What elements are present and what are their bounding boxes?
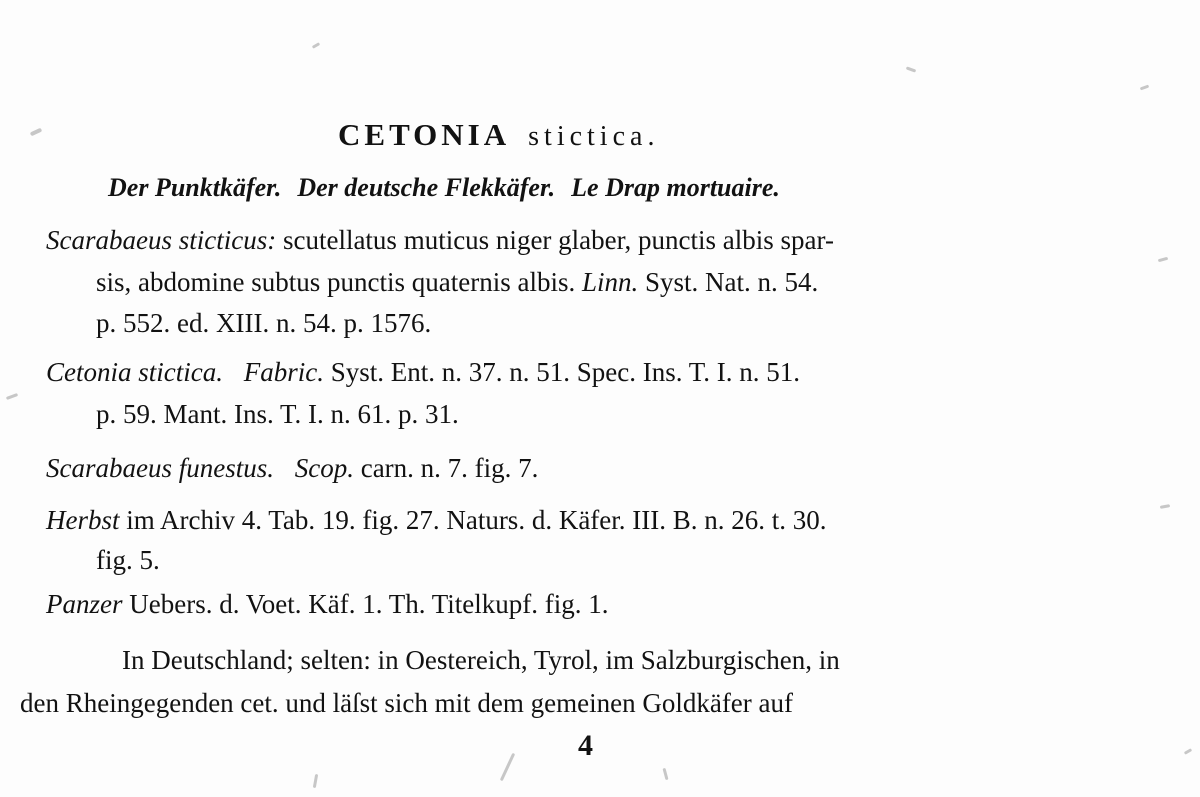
paper-speck — [1140, 85, 1149, 91]
page-number: 4 — [578, 729, 593, 762]
synonym-text: sis, abdomine subtus punctis quaternis albis. — [96, 267, 576, 297]
common-name-german-2: Der deutsche Flekkäfer. — [297, 173, 556, 202]
synonym-text: p. 552. ed. XIII. n. 54. p. 1576. — [96, 308, 432, 338]
synonym-linnaeus-line-1 — [46, 224, 834, 256]
synonym-linnaeus-line-2 — [96, 266, 818, 298]
synonym-text: Syst. Nat. n. 54. — [645, 267, 819, 297]
paper-speck — [1158, 257, 1168, 262]
synonym-text: p. 59. Mant. Ins. T. I. n. 61. p. 31. — [96, 399, 459, 429]
synonym-linnaeus-line-3 — [96, 307, 431, 339]
synonym-text: im Archiv 4. Tab. 19. fig. 27. Naturs. d. Käfer. III. B. n. 26. t. 30. — [126, 505, 827, 535]
synonym-author: Panzer — [46, 589, 123, 619]
synonym-text: carn. n. 7. fig. 7. — [360, 453, 539, 483]
paper-speck — [906, 66, 916, 72]
synonym-author: Cetonia stictica. — [46, 357, 223, 387]
paper-speck — [1160, 504, 1170, 509]
synonym-author: Linn. — [581, 267, 639, 297]
synonym-author: Scop. — [294, 453, 354, 483]
species-name: stictica. — [528, 121, 660, 152]
common-name-german-1: Der Punktkäfer. — [108, 173, 282, 202]
synonym-author: Fabric. — [243, 357, 324, 387]
synonym-author: Scarabaeus sticticus: — [46, 225, 277, 255]
paper-speck — [6, 393, 18, 400]
synonym-text: fig. 5. — [96, 545, 160, 575]
synonym-fabricius-line-2 — [96, 398, 459, 430]
body-text: den Rheingegenden cet. und läſst sich mit dem gemeinen Goldkäfer auf — [20, 688, 794, 718]
synonym-author: Scarabaeus funestus. — [46, 453, 274, 483]
synonym-panzer-line-1 — [46, 588, 609, 620]
common-name-french: Le Drap mortuaire. — [571, 173, 780, 202]
paper-speck — [500, 753, 515, 781]
synonym-text: scutellatus muticus niger glaber, punctis albis spar- — [282, 225, 834, 255]
common-names-line — [108, 172, 796, 204]
genus-name: CETONIA — [338, 117, 511, 152]
synonym-author: Herbst — [46, 505, 120, 535]
synonym-herbst-line-1 — [46, 504, 827, 536]
synonym-herbst-line-2 — [96, 544, 160, 576]
synonym-scopoli-line-1 — [46, 452, 538, 484]
paper-speck — [312, 42, 320, 49]
body-paragraph-line-1 — [122, 644, 840, 676]
synonym-text: Syst. Ent. n. 37. n. 51. Spec. Ins. T. I. n. 51. — [330, 357, 800, 387]
paper-speck — [30, 128, 43, 137]
synonym-text: Uebers. d. Voet. Käf. 1. Th. Titelkupf. fig. 1. — [129, 589, 609, 619]
synonym-fabricius-line-1 — [46, 356, 800, 388]
body-text: In Deutschland; selten: in Oestereich, Tyrol, im Salzburgischen, in — [122, 645, 840, 675]
body-paragraph-line-2 — [20, 687, 793, 719]
paper-speck — [1184, 748, 1192, 755]
paper-speck — [662, 768, 668, 780]
species-title — [338, 116, 659, 156]
paper-speck — [313, 774, 318, 788]
